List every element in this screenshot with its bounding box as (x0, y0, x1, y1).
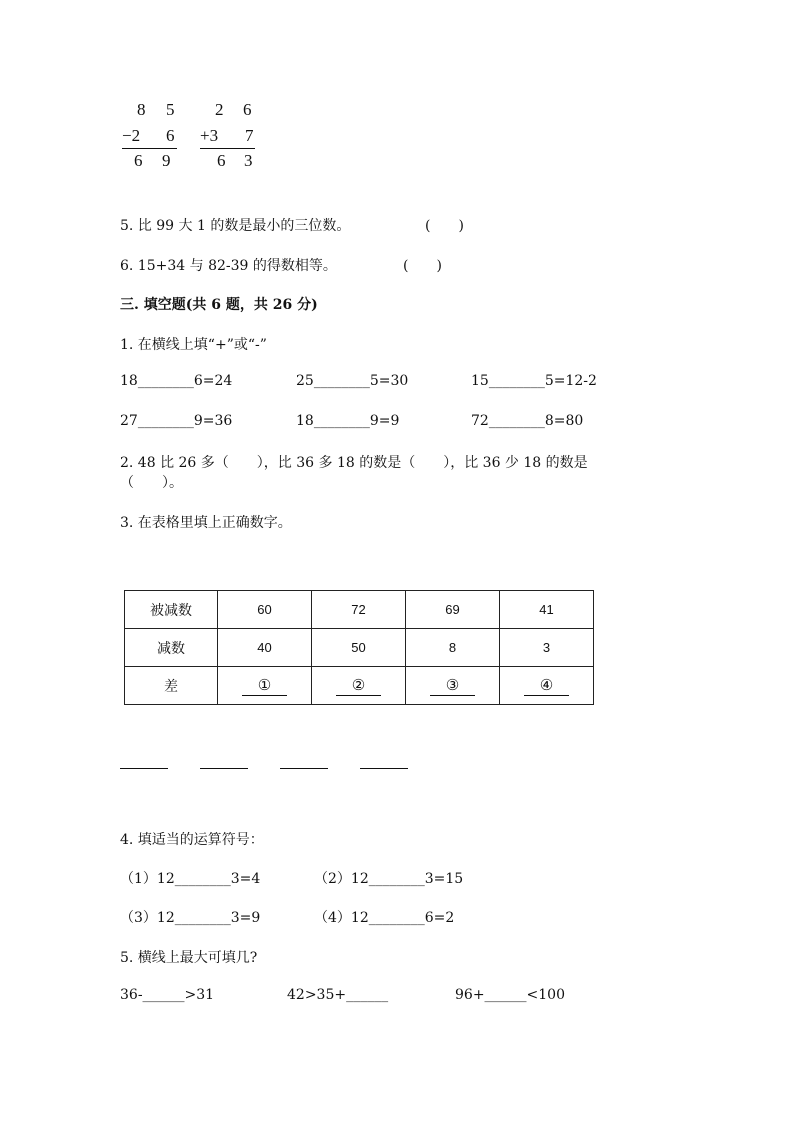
q1-item[interactable]: 25________5=30 (296, 373, 409, 389)
q4-item[interactable]: （2）12________3=15 (314, 871, 464, 887)
judge-answer-5[interactable]: ( ) (425, 218, 464, 234)
calc-line (200, 148, 255, 149)
calc-digit: 3 (244, 151, 253, 170)
question-5-title: 5. 横线上最大可填几? (120, 950, 258, 966)
q5-item[interactable]: 36-______>31 (120, 987, 215, 1003)
table-cell: 8 (406, 629, 500, 667)
section-title: 三. 填空题(共 6 题，共 26 分) (120, 297, 318, 313)
q4-item[interactable]: （4）12________6=2 (314, 910, 455, 926)
judge-answer-6[interactable]: ( ) (403, 258, 442, 274)
calc-operator: +3 (200, 126, 219, 145)
table-cell (312, 667, 406, 705)
table-cell: 40 (218, 629, 312, 667)
calc-digit: 6 (166, 126, 175, 145)
row-header: 减数 (125, 629, 218, 667)
table-cell: 3 (500, 629, 594, 667)
answer-blank[interactable] (120, 768, 168, 769)
answer-table (124, 590, 594, 705)
table-cell (500, 667, 594, 705)
calc-digit: 9 (162, 151, 171, 170)
judge-item-5 (120, 215, 350, 235)
table-cell: 41 (500, 591, 594, 629)
q4-item[interactable]: （3）12________3=9 (120, 910, 261, 926)
row-header: 差 (125, 667, 218, 705)
answer-slot[interactable]: ② (336, 676, 381, 696)
answer-blank[interactable] (280, 768, 328, 769)
q1-item[interactable]: 18________6=24 (120, 373, 233, 389)
calc-digit: 6 (243, 100, 252, 119)
q1-item[interactable]: 27________9=36 (120, 413, 233, 429)
table-row (125, 591, 594, 629)
q1-item[interactable]: 18________9=9 (296, 413, 400, 429)
answer-slot[interactable]: ③ (430, 676, 475, 696)
calc-digit: 6 (134, 151, 143, 170)
calc-digit: 7 (245, 126, 254, 145)
table-cell: 50 (312, 629, 406, 667)
answer-slot[interactable]: ④ (524, 676, 569, 696)
answer-blank[interactable] (200, 768, 248, 769)
table-row (125, 667, 594, 705)
question-3-title: 3. 在表格里填上正确数字。 (120, 515, 292, 531)
table-cell: 60 (218, 591, 312, 629)
calc-digit: 8 (137, 100, 146, 119)
question-4-title: 4. 填适当的运算符号： (120, 832, 264, 848)
judge-text: 6. 15+34 与 82-39 的得数相等。 (120, 258, 337, 274)
table-cell (406, 667, 500, 705)
table-cell (218, 667, 312, 705)
question-2-line-2: （ ）。 (120, 475, 183, 491)
q5-item[interactable]: 96+______<100 (455, 987, 565, 1003)
calc-digit: 6 (217, 151, 226, 170)
judge-item-6 (120, 255, 337, 275)
q5-item[interactable]: 42>35+______ (287, 987, 389, 1003)
judge-text: 5. 比 99 大 1 的数是最小的三位数。 (120, 218, 351, 234)
q1-item[interactable]: 15________5=12-2 (471, 373, 597, 389)
answer-slot[interactable]: ① (242, 676, 287, 696)
row-header: 被减数 (125, 591, 218, 629)
q1-item[interactable]: 72________8=80 (471, 413, 584, 429)
q4-item[interactable]: （1）12________3=4 (120, 871, 261, 887)
answer-blank[interactable] (360, 768, 408, 769)
calc-digit: 2 (215, 100, 224, 119)
calc-digit: 5 (166, 100, 175, 119)
question-2-line-1: 2. 48 比 26 多（ ），比 36 多 18 的数是（ ），比 36 少 18 的数是 (120, 455, 588, 471)
table-cell: 72 (312, 591, 406, 629)
calc-operator: −2 (122, 126, 141, 145)
question-1-title: 1. 在横线上填“+”或“-” (120, 337, 267, 353)
table-row (125, 629, 594, 667)
calc-line (122, 148, 177, 149)
table-cell: 69 (406, 591, 500, 629)
